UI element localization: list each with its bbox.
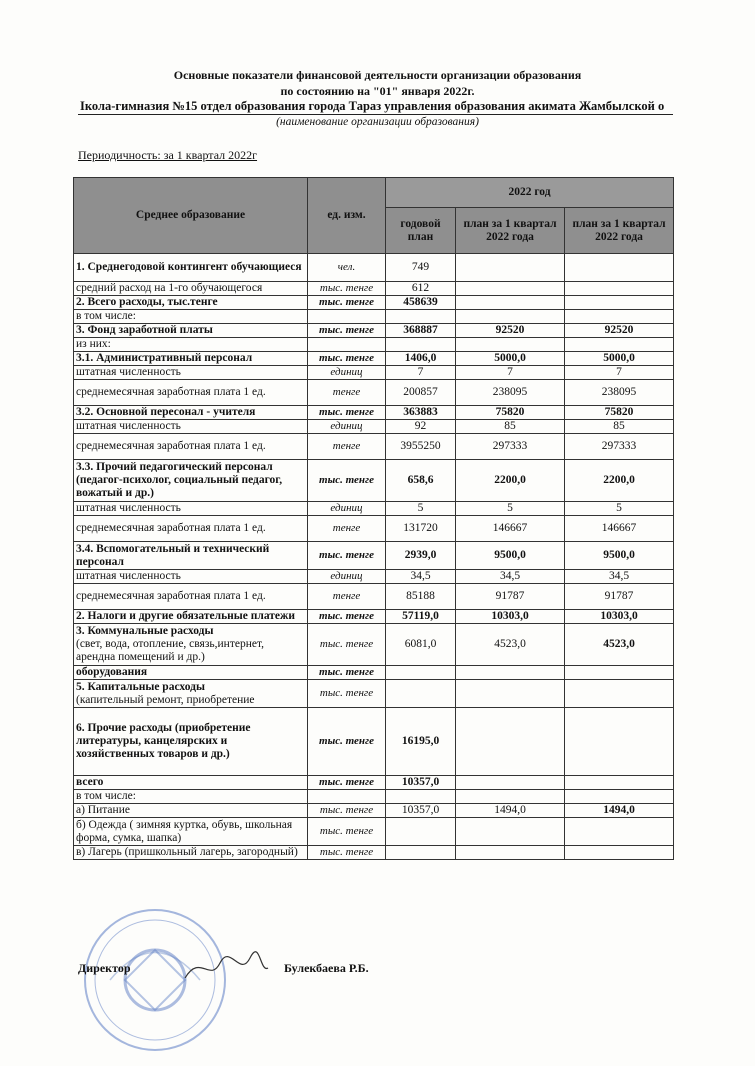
row-value-2: 7 — [456, 366, 565, 380]
row-unit: тыс. тенге — [308, 352, 386, 366]
row-unit: тыс. тенге — [308, 846, 386, 860]
row-label-text: 3. Коммунальные расходы — [76, 625, 214, 637]
table-row — [74, 624, 674, 666]
table-row — [74, 338, 674, 352]
table-row — [74, 708, 674, 776]
row-value-1 — [386, 790, 456, 804]
row-label-text: среднемесячная заработная плата 1 ед. — [76, 440, 266, 452]
row-value-1: 749 — [386, 254, 456, 282]
organization-caption: (наименование организации образования) — [276, 116, 479, 128]
table-row — [74, 282, 674, 296]
row-unit: тенге — [308, 380, 386, 406]
row-label-text: среднемесячная заработная плата 1 ед. — [76, 386, 266, 398]
row-label — [74, 310, 308, 324]
table-row — [74, 434, 674, 460]
row-label-text: а) Питание — [76, 804, 130, 816]
row-unit: тыс. тенге — [308, 460, 386, 502]
row-value-3 — [565, 338, 674, 352]
report-title: Основные показатели финансовой деятельности организации образования — [173, 68, 582, 82]
row-label — [74, 296, 308, 310]
row-unit: тенге — [308, 584, 386, 610]
row-value-3 — [565, 666, 674, 680]
row-value-2 — [456, 338, 565, 352]
row-unit — [308, 310, 386, 324]
row-label — [74, 380, 308, 406]
row-unit — [308, 790, 386, 804]
row-value-1: 10357,0 — [386, 776, 456, 790]
row-value-2: 10303,0 — [456, 610, 565, 624]
row-value-3 — [565, 296, 674, 310]
period-label: Периодичность: за 1 квартал 2022г — [78, 148, 258, 162]
row-label-text: штатная численность — [76, 420, 181, 432]
financial-table — [73, 177, 674, 860]
table-row — [74, 818, 674, 846]
row-label-text: штатная численность — [76, 570, 181, 582]
table-row — [74, 790, 674, 804]
row-unit — [308, 338, 386, 352]
row-label-text: в том числе: — [76, 310, 136, 322]
row-unit: чел. — [308, 254, 386, 282]
row-value-1 — [386, 846, 456, 860]
row-label-subtext: (свет, вода, отопление, связь,интернет, арендна помещений и др.) — [76, 638, 264, 663]
row-value-2: 9500,0 — [456, 542, 565, 570]
table-row — [74, 310, 674, 324]
row-value-3 — [565, 818, 674, 846]
table-row — [74, 680, 674, 708]
header-unit: ед. изм. — [308, 178, 386, 254]
row-value-2: 5 — [456, 502, 565, 516]
row-label — [74, 666, 308, 680]
row-label-text: 2. Налоги и другие обязательные платежи — [76, 610, 295, 622]
row-value-2: 2200,0 — [456, 460, 565, 502]
row-label-text: 3.4. Вспомогательный и технический персонал — [76, 542, 270, 568]
row-unit: тыс. тенге — [308, 804, 386, 818]
row-value-3 — [565, 776, 674, 790]
row-value-2: 1494,0 — [456, 804, 565, 818]
row-value-2: 85 — [456, 420, 565, 434]
row-value-1: 612 — [386, 282, 456, 296]
row-value-1: 16195,0 — [386, 708, 456, 776]
row-label-text: 6. Прочие расходы (приобретение литературы, канцелярских и хозяйственных товаров и др.) — [76, 722, 251, 760]
row-value-3: 91787 — [565, 584, 674, 610]
table-row — [74, 502, 674, 516]
row-label — [74, 254, 308, 282]
table-body — [74, 254, 674, 860]
row-label — [74, 460, 308, 502]
row-label — [74, 846, 308, 860]
table-row — [74, 542, 674, 570]
row-value-2: 238095 — [456, 380, 565, 406]
row-label — [74, 282, 308, 296]
row-value-2 — [456, 818, 565, 846]
row-label — [74, 610, 308, 624]
row-unit: тыс. тенге — [308, 542, 386, 570]
row-value-1: 5 — [386, 502, 456, 516]
row-label-text: 3.2. Основной пересонал - учителя — [76, 406, 256, 418]
row-label-text: 1. Среднегодовой контингент обучающиеся — [76, 261, 302, 273]
row-unit: тыс. тенге — [308, 666, 386, 680]
table-row — [74, 254, 674, 282]
row-label-text: среднемесячная заработная плата 1 ед. — [76, 522, 266, 534]
table-row — [74, 846, 674, 860]
table-row — [74, 804, 674, 818]
row-value-3 — [565, 254, 674, 282]
row-label-text: 5. Капитальные расходы — [76, 680, 205, 693]
row-label — [74, 420, 308, 434]
row-label — [74, 406, 308, 420]
row-value-1: 658,6 — [386, 460, 456, 502]
row-label — [74, 542, 308, 570]
row-label — [74, 516, 308, 542]
header-name: Среднее образование — [74, 178, 308, 254]
row-unit: тыс. тенге — [308, 324, 386, 338]
row-value-2 — [456, 776, 565, 790]
row-unit: тыс. тенге — [308, 296, 386, 310]
row-value-1: 57119,0 — [386, 610, 456, 624]
row-value-3: 7 — [565, 366, 674, 380]
signer-position: Директор — [78, 961, 131, 975]
signer-name: Булекбаева Р.Б. — [284, 961, 369, 975]
row-label-text: оборудования — [76, 666, 148, 678]
row-value-1: 363883 — [386, 406, 456, 420]
row-value-2: 4523,0 — [456, 624, 565, 666]
row-value-1: 131720 — [386, 516, 456, 542]
row-label-text: всего — [76, 776, 104, 788]
row-value-1: 6081,0 — [386, 624, 456, 666]
table-row — [74, 324, 674, 338]
table-row — [74, 584, 674, 610]
row-value-2: 297333 — [456, 434, 565, 460]
row-unit: тыс. тенге — [308, 282, 386, 296]
row-value-3 — [565, 846, 674, 860]
row-value-3: 75820 — [565, 406, 674, 420]
row-label — [74, 818, 308, 846]
row-value-2 — [456, 310, 565, 324]
organization-underline — [78, 114, 673, 115]
header-year: 2022 год — [386, 178, 674, 208]
row-value-3: 146667 — [565, 516, 674, 542]
row-value-3 — [565, 680, 674, 708]
row-label-text: 3.1. Административный персонал — [76, 352, 253, 364]
row-unit: тыс. тенге — [308, 610, 386, 624]
row-unit: единиц — [308, 420, 386, 434]
row-value-1 — [386, 818, 456, 846]
row-label-subtext: (капительный ремонт, приобретение — [76, 693, 255, 706]
row-value-3: 10303,0 — [565, 610, 674, 624]
row-value-2: 75820 — [456, 406, 565, 420]
row-value-1: 1406,0 — [386, 352, 456, 366]
row-value-2 — [456, 846, 565, 860]
row-label — [74, 324, 308, 338]
row-label — [74, 790, 308, 804]
row-label-text: б) Одежда ( зимняя куртка, обувь, школьная форма, сумка, шапка) — [76, 818, 293, 844]
row-label — [74, 708, 308, 776]
row-label-text: штатная численность — [76, 366, 181, 378]
row-unit: тыс. тенге — [308, 624, 386, 666]
row-value-1: 368887 — [386, 324, 456, 338]
table-row — [74, 460, 674, 502]
row-value-1: 3955250 — [386, 434, 456, 460]
table-row — [74, 366, 674, 380]
report-date: по состоянию на "01" января 2022г. — [280, 84, 475, 98]
row-unit: тыс. тенге — [308, 776, 386, 790]
row-value-2: 91787 — [456, 584, 565, 610]
row-value-1: 200857 — [386, 380, 456, 406]
header-q1-plan-2: план за 1 квартал 2022 года — [565, 208, 674, 254]
row-value-1: 7 — [386, 366, 456, 380]
table-row — [74, 516, 674, 542]
table-row — [74, 406, 674, 420]
row-label-text: 3.3. Прочий педагогический персонал (педагог-психолог, социальный педагог, вожатый и др.) — [76, 461, 283, 499]
row-value-3: 5000,0 — [565, 352, 674, 366]
row-value-3: 4523,0 — [565, 624, 674, 666]
table-row — [74, 352, 674, 366]
row-value-1: 2939,0 — [386, 542, 456, 570]
row-unit: тыс. тенге — [308, 406, 386, 420]
row-unit: тыс. тенге — [308, 708, 386, 776]
row-unit: тыс. тенге — [308, 818, 386, 846]
row-value-3 — [565, 282, 674, 296]
row-label-text: в том числе: — [76, 790, 136, 802]
row-label — [74, 570, 308, 584]
row-value-1: 10357,0 — [386, 804, 456, 818]
row-label — [74, 584, 308, 610]
table-row — [74, 776, 674, 790]
row-label-text: средний расход на 1-го обучающегося — [76, 282, 263, 294]
row-value-3 — [565, 310, 674, 324]
row-value-2: 146667 — [456, 516, 565, 542]
row-value-3: 9500,0 — [565, 542, 674, 570]
row-value-2 — [456, 282, 565, 296]
row-label — [74, 502, 308, 516]
row-label — [74, 776, 308, 790]
row-value-1: 92 — [386, 420, 456, 434]
row-value-3 — [565, 790, 674, 804]
row-unit: единиц — [308, 366, 386, 380]
row-label-text: 3. Фонд заработной платы — [76, 324, 213, 336]
row-value-3 — [565, 708, 674, 776]
row-value-1 — [386, 338, 456, 352]
row-value-3: 5 — [565, 502, 674, 516]
row-label-text: штатная численность — [76, 502, 181, 514]
table-row — [74, 570, 674, 584]
row-value-1: 458639 — [386, 296, 456, 310]
row-label-text: 2. Всего расходы, тыс.тенге — [76, 296, 218, 308]
row-label-text: из них: — [76, 338, 111, 350]
row-unit: тенге — [308, 516, 386, 542]
row-value-3: 238095 — [565, 380, 674, 406]
row-value-2 — [456, 708, 565, 776]
table-row — [74, 420, 674, 434]
row-value-3: 85 — [565, 420, 674, 434]
row-value-1 — [386, 666, 456, 680]
row-unit: единиц — [308, 570, 386, 584]
row-label — [74, 804, 308, 818]
row-label — [74, 624, 308, 666]
row-label — [74, 680, 308, 708]
signature-icon — [180, 948, 270, 988]
row-value-1 — [386, 310, 456, 324]
row-value-2: 34,5 — [456, 570, 565, 584]
row-label-text: среднемесячная заработная плата 1 ед. — [76, 590, 266, 602]
row-value-1: 85188 — [386, 584, 456, 610]
row-value-2 — [456, 254, 565, 282]
row-value-3: 1494,0 — [565, 804, 674, 818]
row-value-3: 2200,0 — [565, 460, 674, 502]
row-unit: тыс. тенге — [308, 680, 386, 708]
table-row — [74, 380, 674, 406]
row-label — [74, 434, 308, 460]
row-value-2 — [456, 680, 565, 708]
row-unit: единиц — [308, 502, 386, 516]
row-label — [74, 352, 308, 366]
row-label-text: в) Лагерь (пришкольный лагерь, загородный) — [76, 846, 298, 858]
table-row — [74, 666, 674, 680]
row-value-3: 92520 — [565, 324, 674, 338]
row-value-2: 92520 — [456, 324, 565, 338]
row-value-3: 34,5 — [565, 570, 674, 584]
header-q1-plan: план за 1 квартал 2022 года — [456, 208, 565, 254]
row-value-2 — [456, 790, 565, 804]
row-value-1: 34,5 — [386, 570, 456, 584]
organization-name: Ікола-гимназия №15 отдел образования города Тараз управления образования акимата Жамбылской о — [80, 99, 665, 113]
row-value-2 — [456, 296, 565, 310]
row-unit: тенге — [308, 434, 386, 460]
row-label — [74, 366, 308, 380]
table-row — [74, 610, 674, 624]
row-value-3: 297333 — [565, 434, 674, 460]
row-label — [74, 338, 308, 352]
row-value-2 — [456, 666, 565, 680]
row-value-1 — [386, 680, 456, 708]
table-row — [74, 296, 674, 310]
header-annual-plan: годовой план — [386, 208, 456, 254]
row-value-2: 5000,0 — [456, 352, 565, 366]
